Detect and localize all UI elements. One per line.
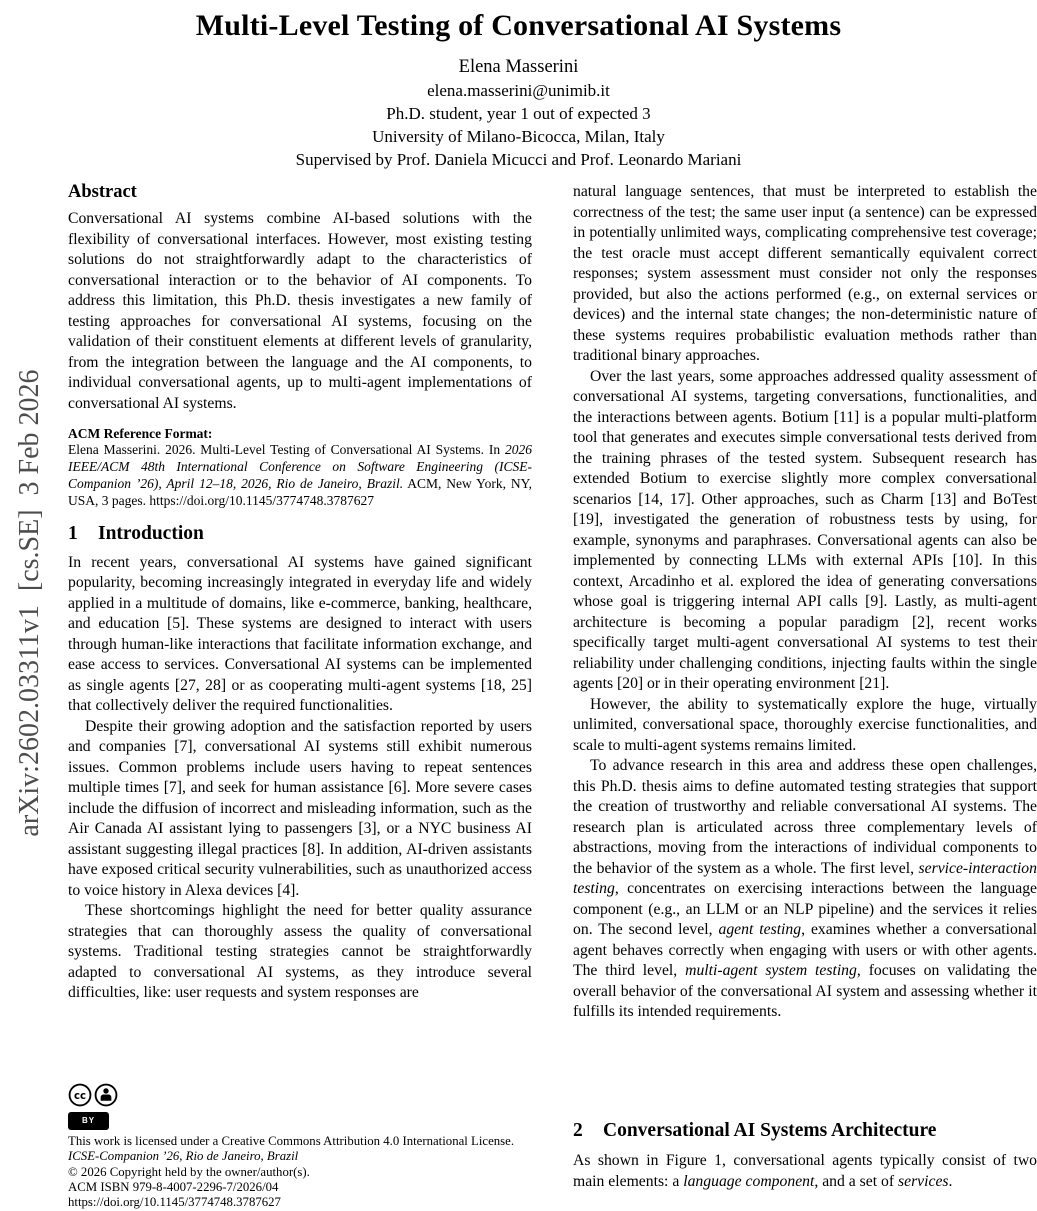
abstract-heading: Abstract — [68, 182, 137, 202]
section-1-heading — [68, 523, 532, 545]
paper-header — [0, 0, 1037, 171]
isbn-line: ACM ISBN 979-8-4007-2296-7/2026/04 — [68, 1180, 279, 1195]
acm-ref-segment: Elena Masserini. 2026. Multi-Level Testing of Conversational AI Systems. In — [68, 442, 505, 457]
cc-icons-row — [68, 1083, 132, 1111]
svg-text:cc: cc — [73, 1090, 87, 1102]
left-column — [68, 182, 532, 1082]
author-name: Elena Masserini — [458, 57, 579, 77]
license-statement: This work is licensed under a Creative Commons Attribution 4.0 International License. — [68, 1133, 515, 1148]
acm-reference-text — [68, 442, 532, 510]
acm-reference-block — [68, 425, 532, 510]
conference-venue: ICSE-Companion ’26, Rio de Janeiro, Brazil — [68, 1149, 299, 1164]
attribution-person-icon — [94, 1083, 118, 1111]
arch-segment: As shown in Figure 1, conversational agents typically consist of two main elements: a — [573, 1152, 1037, 1190]
author-affiliation: University of Milano-Bicocca, Milan, Italy — [372, 127, 665, 146]
language-component-term: language component — [683, 1172, 815, 1190]
plan-segment: , examines whether a conversational agent behaves correctly when engaging with users or with other agents. The third level, — [573, 921, 1037, 979]
paper-title: Multi-Level Testing of Conversational AI Systems — [195, 9, 842, 42]
section-2-title: Conversational AI Systems Architecture — [603, 1120, 937, 1141]
plan-segment: , focuses on validating the overall behavior of the conversational AI system and assessing whether it fulfills its intended requirements. — [573, 962, 1037, 1020]
acm-ref-segment: ACM, New York, NY, USA, 3 pages. https://doi.org/10.1145/3774748.3787627 — [68, 475, 532, 508]
services-term: services — [898, 1172, 949, 1190]
section-1-number: 1 — [68, 522, 78, 544]
arxiv-stamp: arXiv:2602.03311v1 [cs.SE] 3 Feb 2026 — [14, 369, 45, 837]
related-work-paragraph: Over the last years, some approaches addressed quality assessment of conversational AI systems, targeting conversations, functionalities, and the interactions between agents. Botium [11] is a popular multi-platform tool that generates and executes simple conversational tests derived from the training phrases of the tested system. Subsequent research has extended Botium to exercise slightly more complex conversational scenarios [14, 17]. Other approaches, such as Charm [13] and BoTest [19], investigated the generation of robustness tests by using, for example, synonyms and paraphrases. Conversational agents can also be implemented by connecting LLMs with external APIs [10]. In this context, Arcadinho et al. explored the idea of generating conversations whose goal is triggering internal API calls [9]. Lastly, as multi-agent architecture is becoming a popular paradigm [2], recent works specifically target multi-agent conversational AI systems to test their reliability under challenging conditions, injecting faults within the single agents [20] or in their operating environment [21]. — [573, 367, 1037, 692]
copyright-line: © 2026 Copyright held by the owner/author(s). — [68, 1164, 310, 1179]
doi-link[interactable]: https://doi.org/10.1145/3774748.3787627 — [68, 1195, 281, 1210]
intro-paragraph-1: In recent years, conversational AI systems have gained significant popularity, becoming increasingly integrated in everyday life and widely applied in a multitude of domains, like e-commerce, banking, healthcare, and education [5]. These systems are designed to interact with users through human-like interactions that facilitate information exchange, and ease access to services. Conversational AI systems can be implemented as single agents [27, 28] or as cooperating multi-agent systems [18, 25] that collectively deliver the required functionalities. — [68, 553, 532, 715]
intro-paragraph-2: Despite their growing adoption and the satisfaction reported by users and companies [7], conversational AI systems still exhibit numerous issues. Common problems include users having to repeat sentences multiple times [7], and seek for human assistance [6]. More severe cases include the diffusion of incorrect and misleading information, such as the Air Canada AI assistant lying to passengers [3], or a NYC business AI assistant suggesting illegal practices [8]. In addition, AI-driven assistants have exposed critical security vulnerabilities, such as unauthorized access to voice history in Alexa devices [4]. — [68, 717, 532, 899]
architecture-paragraph — [573, 1151, 1037, 1192]
abstract-text: Conversational AI systems combine AI-based solutions with the flexibility of conversational interfaces. However, most existing testing solutions do not straightforwardly adapt to the characteristics of conversational interaction or to the behavior of AI components. To address this limitation, this Ph.D. thesis investigates a new family of testing approaches for conversational AI systems, focusing on the validation of their constituent elements at different levels of granularity, from the integration between the language and the AI components, to individual conversational agents, up to multi-agent implementations of conversational AI systems. — [68, 210, 532, 412]
acm-ref-venue-italic: 2026 IEEE/ACM 48th International Conference on Software Engineering (ICSE-Companion ’26), April 12–18, 2026, Rio de Janeiro, Brazil. — [68, 442, 532, 491]
right-column — [573, 182, 1037, 1118]
research-plan-paragraph — [573, 756, 1037, 1023]
plan-segment: , concentrates on exercising interactions between the language component (e.g., an LLM or an NLP pipeline) and the services it relies on. The second level, — [573, 880, 1037, 938]
arch-segment: , and a set of — [814, 1172, 898, 1190]
author-email: elena.masserini@unimib.it — [427, 81, 610, 100]
arch-segment: . — [948, 1172, 953, 1190]
plan-segment: To advance research in this area and address these open challenges, this Ph.D. thesis aims to define automated testing strategies that support the creation of trustworthy and reliable conversational AI systems. The research plan is articulated across three complementary levels of abstractions, moving from the interactions of individual components to the behavior of the system as a whole. The first level, — [573, 757, 1037, 877]
section-2-number: 2 — [573, 1120, 583, 1141]
agent-testing-term: agent testing — [718, 921, 802, 938]
copyright-block — [68, 1083, 532, 1211]
acm-reference-heading: ACM Reference Format: — [68, 426, 213, 441]
author-supervisors: Supervised by Prof. Daniela Micucci and Prof. Leonardo Mariani — [295, 150, 742, 169]
service-interaction-testing-term: service-interaction testing — [573, 859, 1037, 897]
creative-commons-icon — [68, 1083, 92, 1111]
limitations-paragraph: However, the ability to systematically explore the huge, virtually unlimited, conversational space, thoroughly exercise functionalities, and scale to multi-agent systems remains limited. — [573, 695, 1037, 754]
intro-paragraph-3: These shortcomings highlight the need for better quality assurance strategies that can thoroughly assess the quality of conversational systems. Traditional testing strategies cannot be straightforwardly adapted to conversational AI systems, as they introduce several difficulties, like: user requests and system responses are — [68, 902, 532, 1002]
author-position: Ph.D. student, year 1 out of expected 3 — [386, 104, 651, 123]
multi-agent-system-testing-term: multi-agent system testing — [685, 962, 857, 979]
cc-by-license-badge[interactable] — [68, 1083, 132, 1130]
section-2-heading — [573, 1120, 1037, 1142]
section-2-block — [573, 1120, 1037, 1192]
cc-by-label: BY — [68, 1112, 109, 1129]
continuation-paragraph: natural language sentences, that must be interpreted to establish the correctness of the test; the same user input (a sentence) can be expressed in potentially unlimited ways, complicating comprehensive test coverage; the test oracle must accept different semantically equivalent correct responses; system assessment must consider not only the responses provided, but also the actions performed (e.g., on external services or devices) and the internal state changes; the non-deterministic nature of these systems requires probabilistic evaluation methods rather than traditional binary approaches. — [573, 183, 1037, 364]
section-1-title: Introduction — [98, 522, 204, 544]
